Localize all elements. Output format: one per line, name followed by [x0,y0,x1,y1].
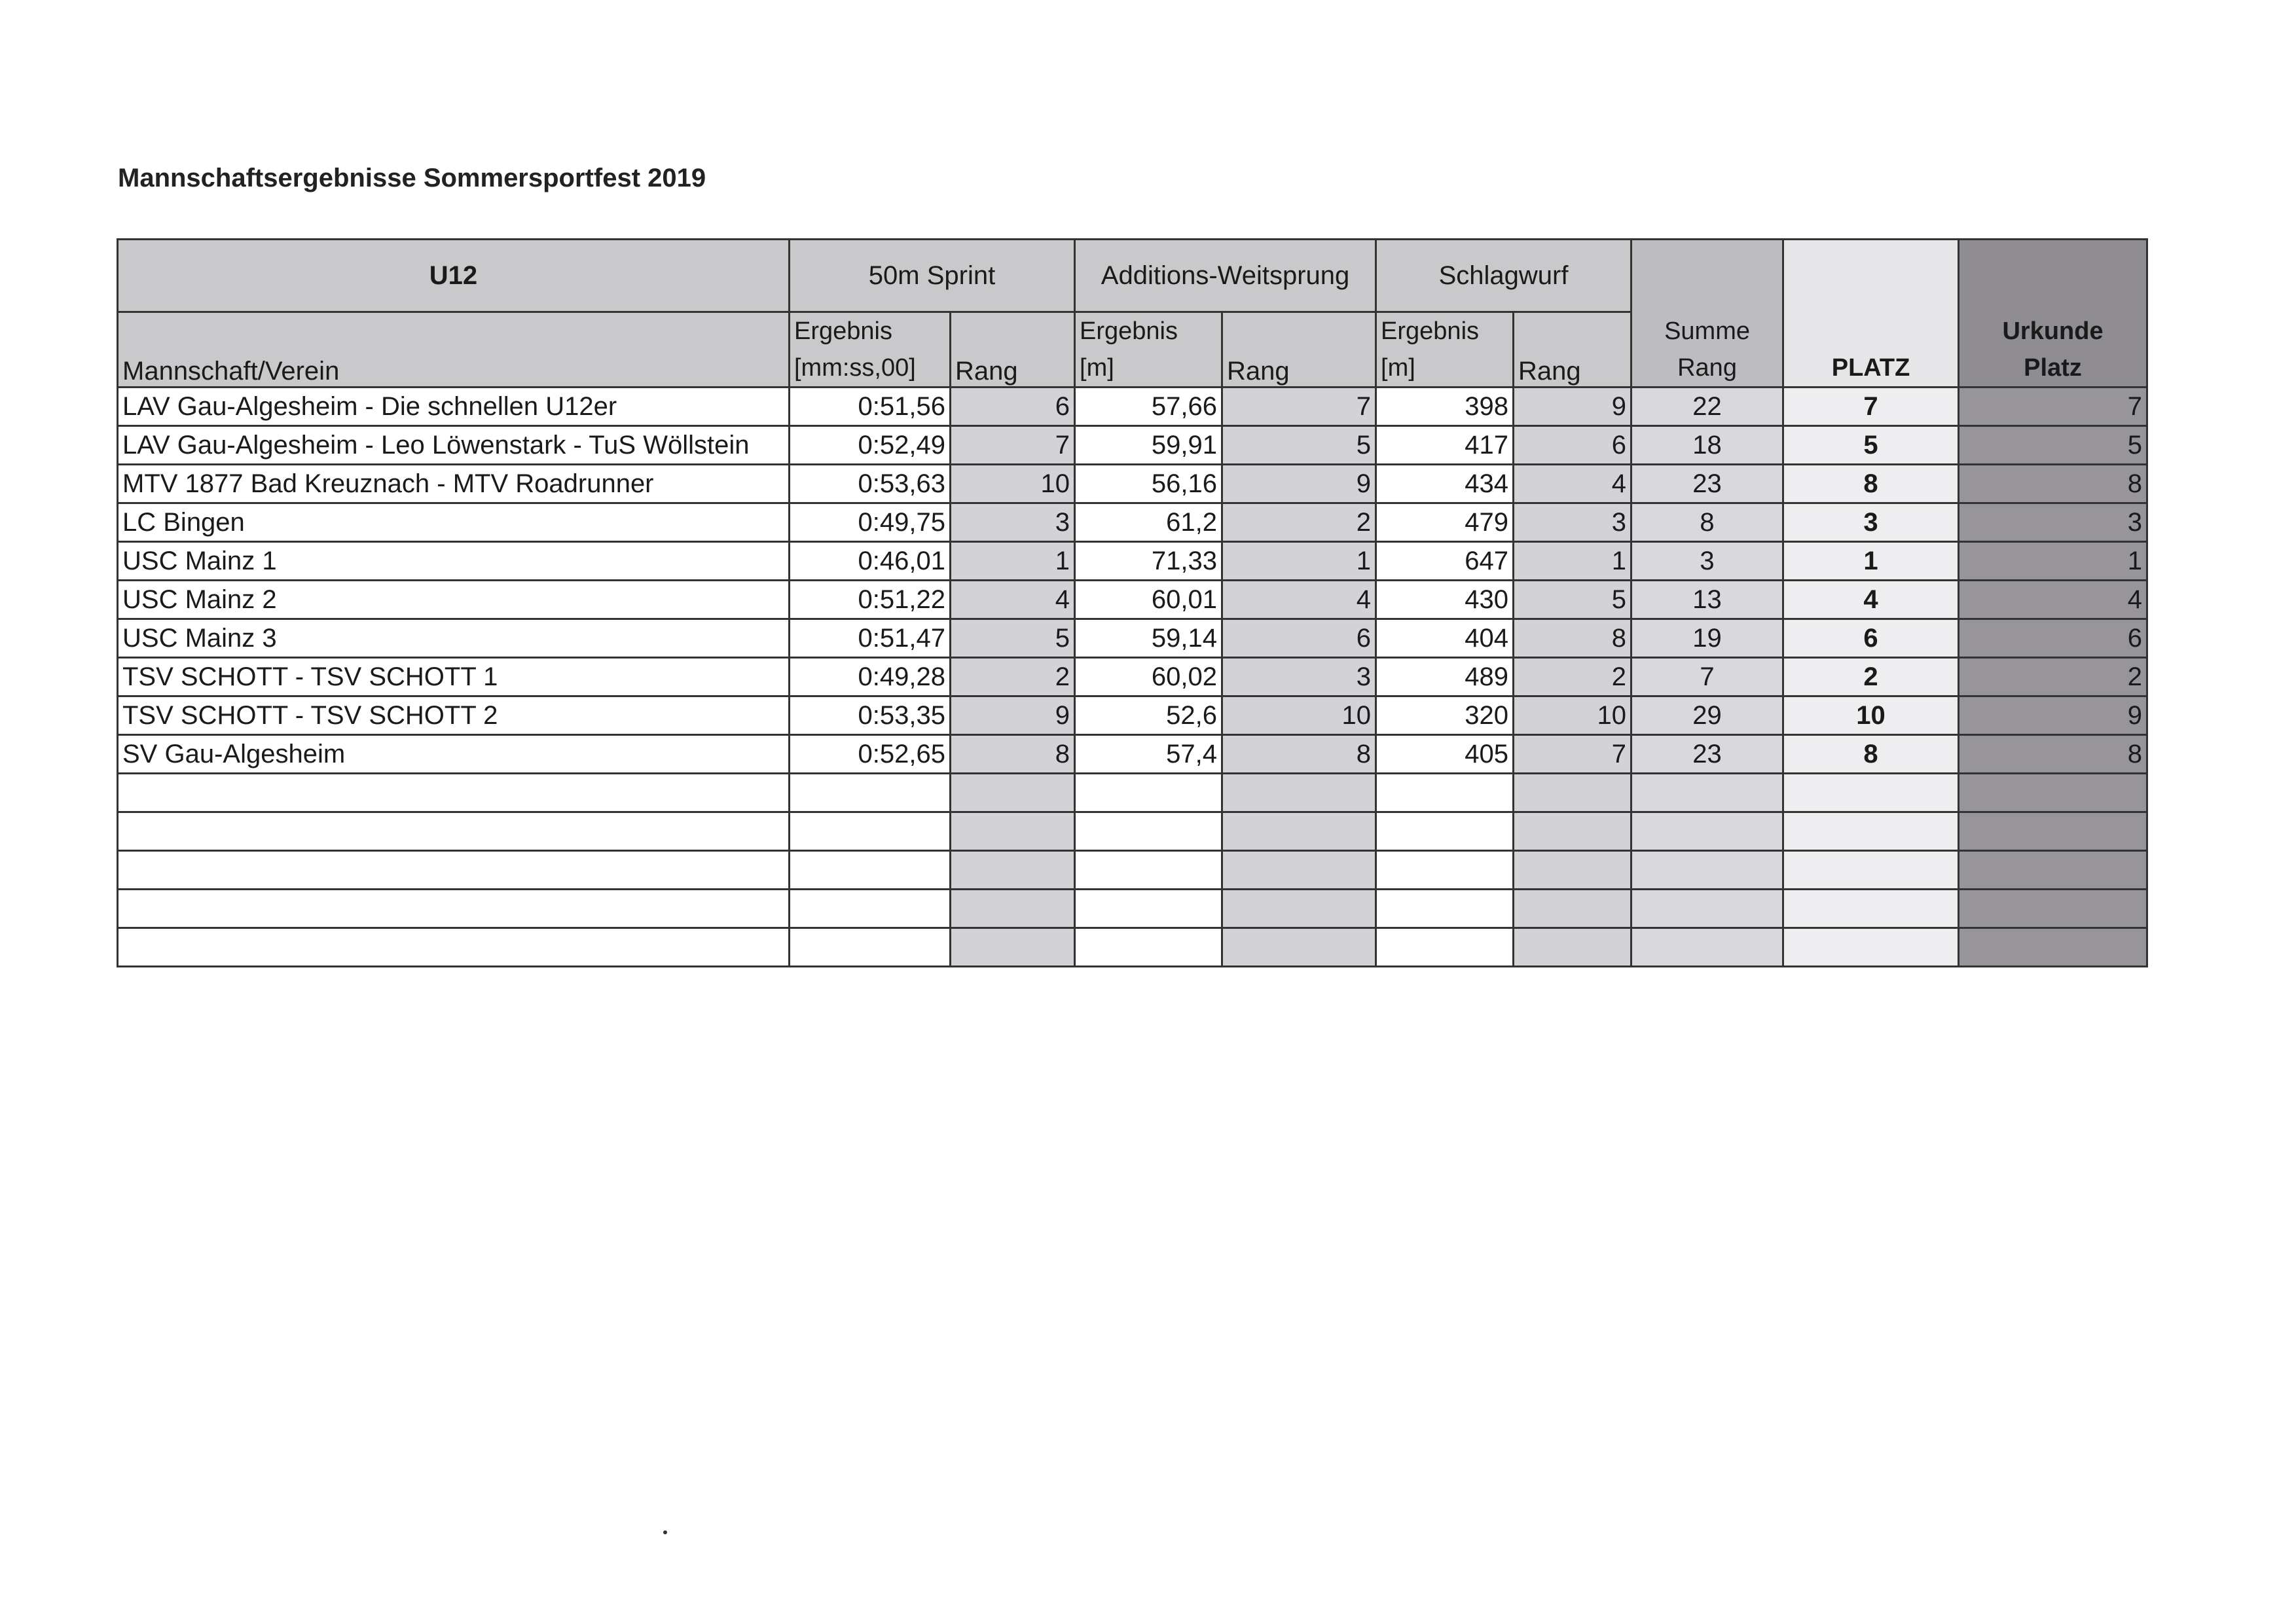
weit-ergebnis-header: Ergebnis [m] [1075,312,1222,388]
cell-sprint-rang: 9 [951,696,1075,735]
sprint-ergebnis-header: Ergebnis [mm:ss,00] [790,312,951,388]
cell-weit: 59,91 [1075,426,1222,465]
empty-cell [951,774,1075,812]
table-row [118,696,2147,735]
table-row [118,619,2147,658]
cell-platz: 4 [1783,581,1959,619]
cell-wurf: 404 [1376,619,1514,658]
cell-team: MTV 1877 Bad Kreuznach - MTV Roadrunner [118,465,790,503]
cell-summe: 23 [1631,465,1783,503]
empty-cell [1631,890,1783,928]
weit-rang-header: Rang [1222,312,1376,388]
empty-cell [118,812,790,851]
cell-team: TSV SCHOTT - TSV SCHOTT 1 [118,658,790,696]
empty-cell [1514,928,1631,967]
cell-sprint: 0:53,63 [790,465,951,503]
cell-sprint: 0:46,01 [790,542,951,581]
cell-wurf: 479 [1376,503,1514,542]
table-row [118,735,2147,774]
empty-cell [1075,928,1222,967]
cell-weit: 71,33 [1075,542,1222,581]
empty-cell [790,890,951,928]
cell-summe: 13 [1631,581,1783,619]
cell-sprint-rang: 5 [951,619,1075,658]
empty-cell [1075,774,1222,812]
empty-cell [790,774,951,812]
cell-summe: 23 [1631,735,1783,774]
empty-cell [1783,812,1959,851]
cell-wurf: 489 [1376,658,1514,696]
cell-urkunde: 2 [1959,658,2147,696]
cell-weit: 57,66 [1075,388,1222,426]
empty-cell [1959,928,2147,967]
cell-weit-rang: 7 [1222,388,1376,426]
cell-weit: 61,2 [1075,503,1222,542]
cell-platz: 8 [1783,465,1959,503]
empty-cell [790,928,951,967]
empty-row [118,890,2147,928]
table-row [118,426,2147,465]
team-header: Mannschaft/Verein [118,312,790,388]
cell-sprint-rang: 4 [951,581,1075,619]
cell-sprint: 0:49,75 [790,503,951,542]
cell-wurf-rang: 7 [1514,735,1631,774]
cell-team: TSV SCHOTT - TSV SCHOTT 2 [118,696,790,735]
cell-weit-rang: 2 [1222,503,1376,542]
cell-team: SV Gau-Algesheim [118,735,790,774]
table-row [118,465,2147,503]
wurf-rang-header: Rang [1514,312,1631,388]
empty-cell [1959,851,2147,890]
empty-cell [1222,851,1376,890]
cell-sprint: 0:51,22 [790,581,951,619]
cell-team: LAV Gau-Algesheim - Die schnellen U12er [118,388,790,426]
cell-sprint-rang: 1 [951,542,1075,581]
empty-cell [1075,812,1222,851]
platz-header: PLATZ [1783,240,1959,388]
results-body [118,388,2147,967]
cell-wurf-rang: 2 [1514,658,1631,696]
cell-platz: 10 [1783,696,1959,735]
sprint-rang-header: Rang [951,312,1075,388]
empty-cell [1959,812,2147,851]
table-row [118,581,2147,619]
cell-sprint: 0:51,56 [790,388,951,426]
empty-row [118,928,2147,967]
empty-cell [1783,928,1959,967]
cell-sprint: 0:53,35 [790,696,951,735]
cell-summe: 8 [1631,503,1783,542]
empty-row [118,812,2147,851]
cell-summe: 22 [1631,388,1783,426]
cell-urkunde: 8 [1959,465,2147,503]
cell-wurf: 417 [1376,426,1514,465]
cell-urkunde: 6 [1959,619,2147,658]
page-title: Mannschaftsergebnisse Sommersportfest 2019 [118,164,706,192]
cell-wurf-rang: 1 [1514,542,1631,581]
cell-sprint-rang: 8 [951,735,1075,774]
empty-cell [790,851,951,890]
cell-weit-rang: 10 [1222,696,1376,735]
results-table [117,238,2148,967]
cell-sprint: 0:52,49 [790,426,951,465]
cell-weit: 52,6 [1075,696,1222,735]
cell-sprint: 0:52,65 [790,735,951,774]
empty-cell [118,890,790,928]
cell-platz: 5 [1783,426,1959,465]
empty-cell [1376,851,1514,890]
empty-cell [1075,890,1222,928]
cell-weit: 60,01 [1075,581,1222,619]
empty-cell [1222,774,1376,812]
empty-cell [118,774,790,812]
empty-cell [951,928,1075,967]
summe-header: Summe Rang [1631,240,1783,388]
empty-row [118,851,2147,890]
cell-weit-rang: 3 [1222,658,1376,696]
schlagwurf-header: Schlagwurf [1376,240,1631,312]
cell-weit-rang: 1 [1222,542,1376,581]
empty-cell [1631,851,1783,890]
cell-platz: 8 [1783,735,1959,774]
empty-cell [951,812,1075,851]
cell-wurf-rang: 3 [1514,503,1631,542]
cell-wurf: 320 [1376,696,1514,735]
cell-sprint-rang: 7 [951,426,1075,465]
empty-cell [951,890,1075,928]
empty-cell [1631,812,1783,851]
cell-platz: 6 [1783,619,1959,658]
cell-team: USC Mainz 3 [118,619,790,658]
cell-wurf-rang: 4 [1514,465,1631,503]
scan-speck [663,1530,667,1534]
cell-wurf: 430 [1376,581,1514,619]
empty-cell [1783,851,1959,890]
cell-sprint-rang: 3 [951,503,1075,542]
cell-sprint-rang: 2 [951,658,1075,696]
cell-wurf: 647 [1376,542,1514,581]
empty-cell [1959,890,2147,928]
cell-team: LC Bingen [118,503,790,542]
cell-urkunde: 7 [1959,388,2147,426]
empty-cell [118,928,790,967]
cell-summe: 7 [1631,658,1783,696]
cell-weit: 59,14 [1075,619,1222,658]
empty-cell [1376,928,1514,967]
empty-cell [1222,890,1376,928]
cell-wurf-rang: 6 [1514,426,1631,465]
cell-weit-rang: 9 [1222,465,1376,503]
empty-cell [118,851,790,890]
cell-sprint-rang: 10 [951,465,1075,503]
weitsprung-header: Additions-Weitsprung [1075,240,1376,312]
empty-cell [1631,774,1783,812]
cell-platz: 1 [1783,542,1959,581]
table-row [118,503,2147,542]
cell-team: USC Mainz 1 [118,542,790,581]
empty-cell [1959,774,2147,812]
cell-summe: 19 [1631,619,1783,658]
empty-cell [1514,890,1631,928]
cell-sprint: 0:49,28 [790,658,951,696]
cell-weit: 56,16 [1075,465,1222,503]
cell-wurf-rang: 10 [1514,696,1631,735]
empty-cell [1075,851,1222,890]
cell-weit-rang: 8 [1222,735,1376,774]
empty-cell [1376,774,1514,812]
cell-urkunde: 9 [1959,696,2147,735]
cell-summe: 3 [1631,542,1783,581]
cell-wurf: 434 [1376,465,1514,503]
cell-wurf: 398 [1376,388,1514,426]
cell-weit-rang: 4 [1222,581,1376,619]
cell-team: LAV Gau-Algesheim - Leo Löwenstark - TuS Wöllstein [118,426,790,465]
empty-cell [1376,812,1514,851]
empty-cell [1514,851,1631,890]
cell-weit: 60,02 [1075,658,1222,696]
cell-wurf-rang: 9 [1514,388,1631,426]
cell-urkunde: 5 [1959,426,2147,465]
cell-team: USC Mainz 2 [118,581,790,619]
cell-platz: 3 [1783,503,1959,542]
table-row [118,388,2147,426]
table-row [118,658,2147,696]
cell-wurf: 405 [1376,735,1514,774]
empty-cell [1783,890,1959,928]
cell-platz: 2 [1783,658,1959,696]
category-header: U12 [118,240,790,312]
table-row [118,542,2147,581]
cell-weit-rang: 6 [1222,619,1376,658]
empty-cell [1514,774,1631,812]
empty-cell [1222,812,1376,851]
cell-platz: 7 [1783,388,1959,426]
cell-urkunde: 8 [1959,735,2147,774]
empty-cell [1514,812,1631,851]
empty-cell [790,812,951,851]
cell-wurf-rang: 5 [1514,581,1631,619]
sprint-header: 50m Sprint [790,240,1075,312]
empty-cell [1222,928,1376,967]
cell-urkunde: 4 [1959,581,2147,619]
empty-row [118,774,2147,812]
wurf-ergebnis-header: Ergebnis [m] [1376,312,1514,388]
cell-wurf-rang: 8 [1514,619,1631,658]
cell-sprint: 0:51,47 [790,619,951,658]
empty-cell [951,851,1075,890]
cell-summe: 29 [1631,696,1783,735]
empty-cell [1631,928,1783,967]
cell-summe: 18 [1631,426,1783,465]
cell-urkunde: 3 [1959,503,2147,542]
cell-urkunde: 1 [1959,542,2147,581]
cell-weit-rang: 5 [1222,426,1376,465]
cell-sprint-rang: 6 [951,388,1075,426]
cell-weit: 57,4 [1075,735,1222,774]
urkunde-header: Urkunde Platz [1959,240,2147,388]
empty-cell [1376,890,1514,928]
empty-cell [1783,774,1959,812]
